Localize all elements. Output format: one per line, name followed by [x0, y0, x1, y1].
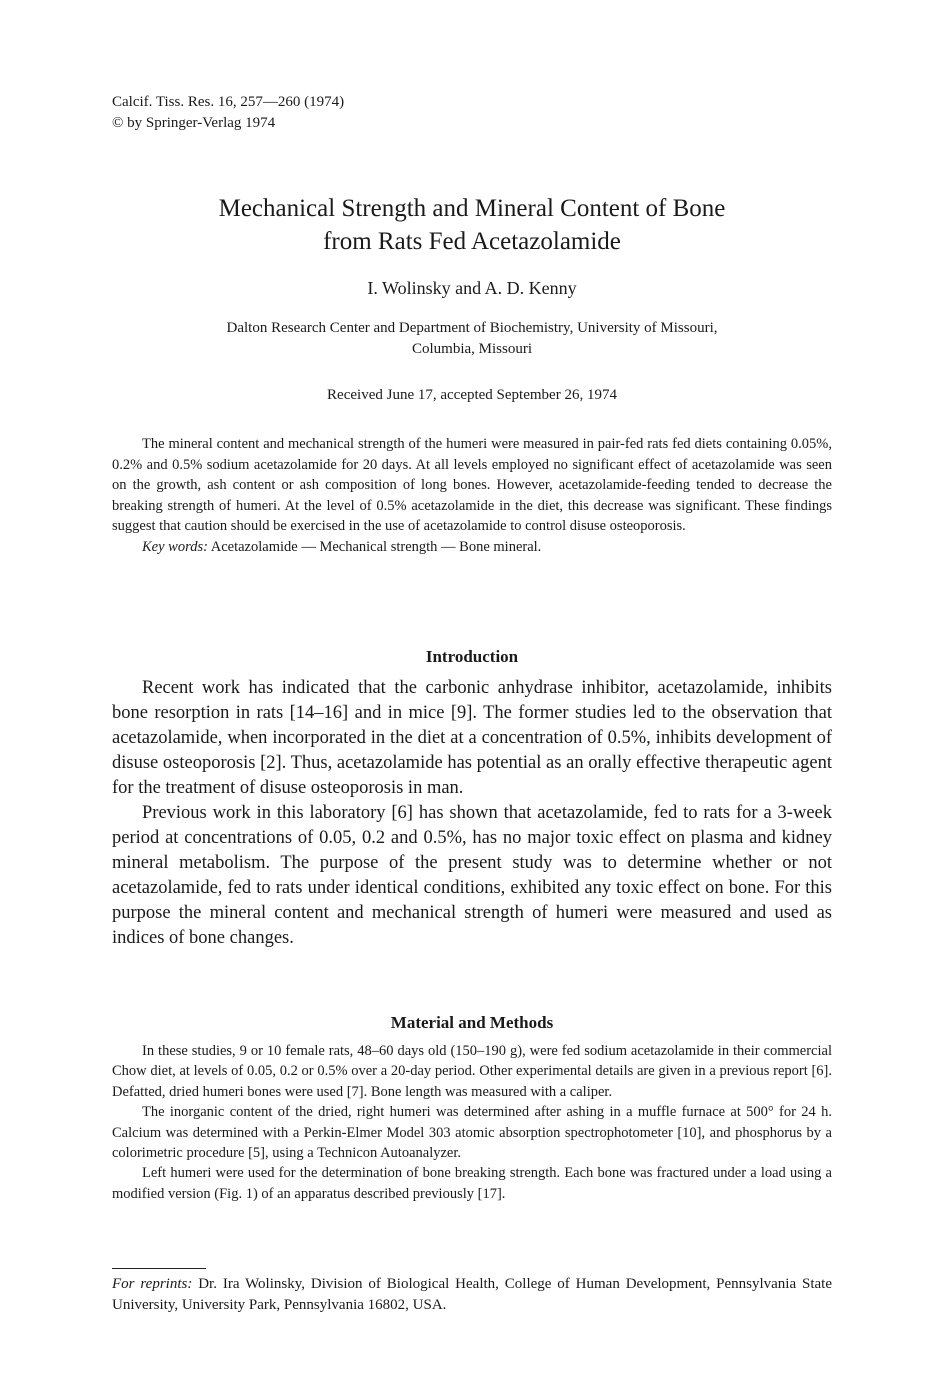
introduction-paragraph: Previous work in this laboratory [6] has shown that acetazolamide, fed to rats for a 3-week period at concentrations of 0.05, 0.2 and 0.5%, has no major toxic effect on plasma and kidney mineral metabolism. The purpose of the present study was to determine whether or not acetazolamide, fed to rats under identical conditions, exhibited any toxic effect on bone. For this purpose the mineral content and mechanical strength of humeri were measured and used as indices of bone changes. — [112, 803, 832, 948]
article-title — [112, 192, 832, 258]
methods-paragraph: The inorganic content of the dried, right humeri was determined after ashing in a muffle furnace at 500° for 24 h. Calcium was determined with a Perkin-Elmer Model 303 atomic absorption spectrophotometer [10], and phosphorus by a colorimetric procedure [5], using a Technicon Autoanalyzer. — [112, 1104, 832, 1162]
introduction-heading: Introduction — [425, 647, 519, 666]
journal-copyright: © by Springer-Verlag 1974 — [112, 115, 276, 131]
article-title-line-2: from Rats Fed Acetazolamide — [323, 228, 621, 255]
journal-citation: Calcif. Tiss. Res. 16, 257—260 (1974) — [112, 94, 345, 110]
footnote-text: Dr. Ira Wolinsky, Division of Biological Health, College of Human Development, Pennsylvania State University, University Park, Pennsylvania 16802, USA. — [112, 1276, 833, 1313]
footnote-divider — [112, 1268, 206, 1269]
keywords — [112, 537, 832, 558]
introduction-paragraph: Recent work has indicated that the carbonic anhydrase inhibitor, acetazolamide, inhibits bone resorption in rats [14–16] and in mice [9]. The former studies led to the observation that acetazolamide, when incorporated in the diet at a concentration of 0.5%, inhibits development of disuse osteoporosis [2]. Thus, acetazolamide has potential as an orally effective therapeutic agent for the treatment of disuse osteoporosis in man. — [112, 678, 832, 798]
methods-heading: Material and Methods — [390, 1013, 554, 1032]
keywords-label: Key words: — [142, 538, 208, 555]
article-title-line-1: Mechanical Strength and Mineral Content of Bone — [218, 195, 726, 222]
affiliation-line-2: Columbia, Missouri — [411, 341, 532, 357]
methods-section — [112, 1041, 832, 1204]
abstract — [112, 434, 832, 557]
methods-paragraph: In these studies, 9 or 10 female rats, 48–60 days old (150–190 g), were fed sodium acetazolamide in their commercial Chow diet, at levels of 0.05, 0.2 or 0.5% over a 20-day period. Other experimental details are given in a previous report [6]. Defatted, dried humeri bones were used [7]. Bone length was measured with a caliper. — [112, 1043, 832, 1100]
keywords-list: Acetazolamide — Mechanical strength — Bone mineral. — [210, 538, 542, 555]
article-authors: I. Wolinsky and A. D. Kenny — [367, 278, 577, 298]
footnote-label: For reprints: — [112, 1276, 193, 1292]
affiliation-line-1: Dalton Research Center and Department of Biochemistry, University of Missouri, — [226, 320, 718, 336]
abstract-text: The mineral content and mechanical strength of the humeri were measured in pair-fed rats fed diets containing 0.05%, 0.2% and 0.5% sodium acetazolamide for 20 days. At all levels employed no significant effect of acetazolamide was seen on the growth, ash content or ash composition of long bones. However, acetazolamide-feeding tended to decrease the breaking strength of humeri. At the level of 0.5% acetazolamide in the diet, this decrease was significant. These findings suggest that caution should be exercised in the use of acetazolamide to control disuse osteoporosis. — [112, 436, 832, 534]
author-affiliation — [112, 318, 832, 360]
journal-header — [112, 92, 344, 134]
reprint-footnote — [112, 1274, 832, 1316]
introduction-section — [112, 676, 832, 951]
received-dates: Received June 17, accepted September 26, 1974 — [327, 387, 617, 403]
methods-paragraph: Left humeri were used for the determination of bone breaking strength. Each bone was fractured under a load using a modified version (Fig. 1) of an apparatus described previously [17]. — [112, 1165, 832, 1202]
